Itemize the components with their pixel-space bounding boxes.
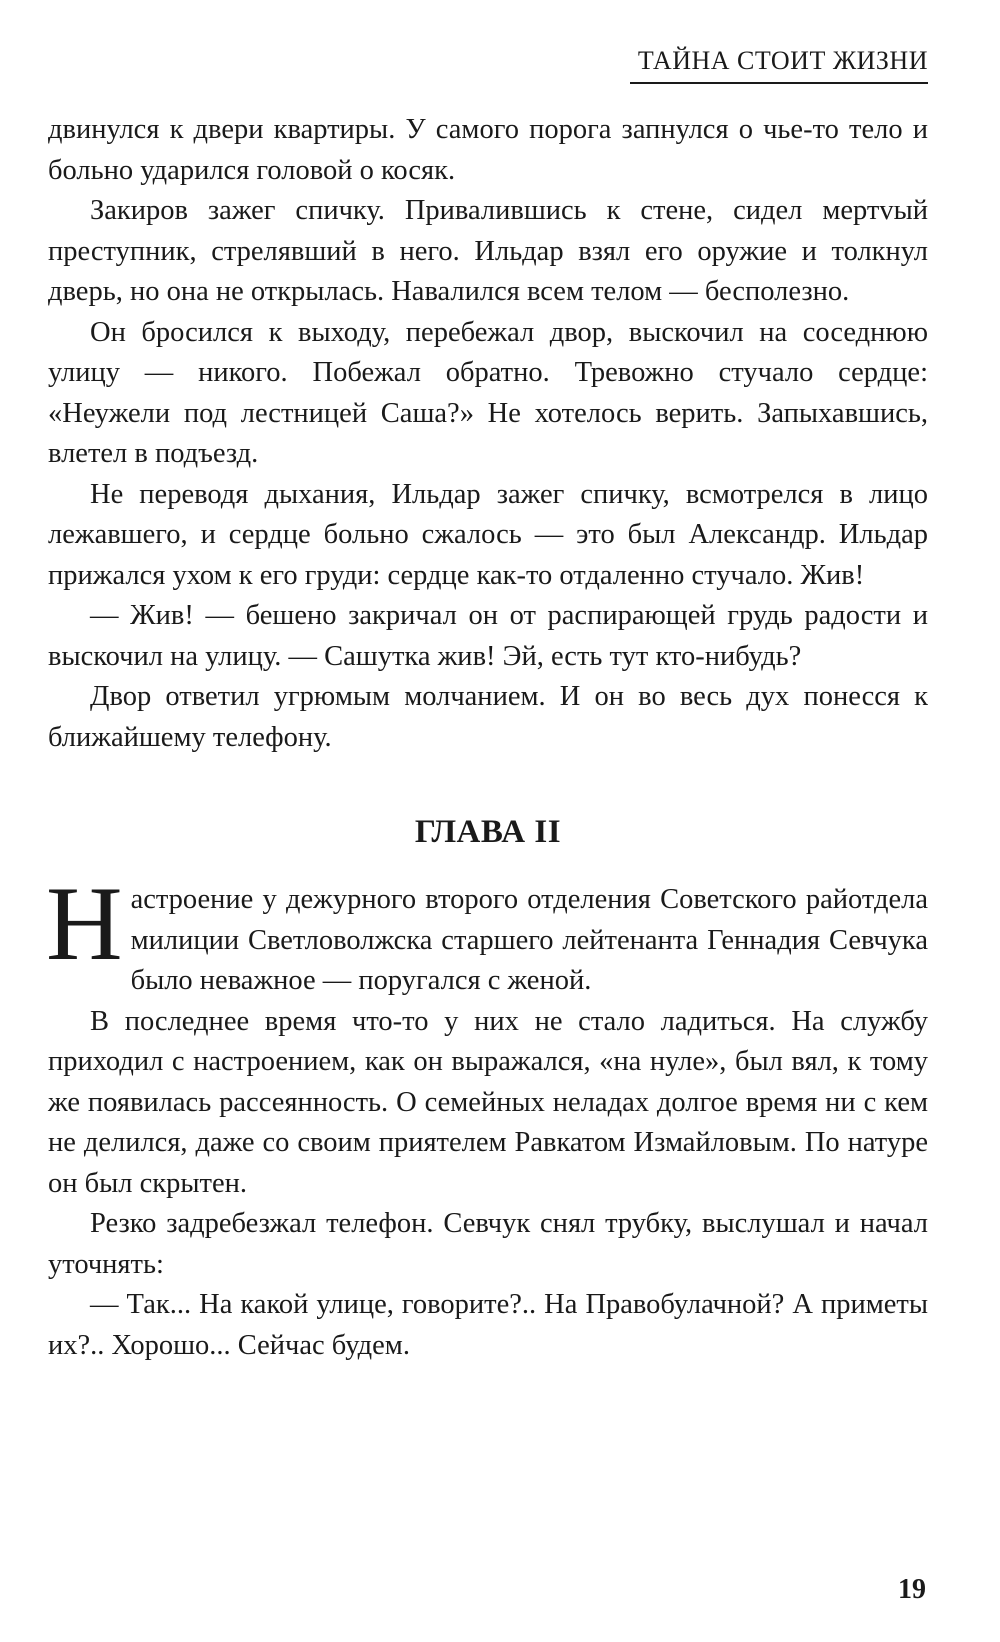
- paragraph-dialogue: — Жив! — бешено закричал он от распирающей грудь радости и выскочил на улицу. — Сашутка жив! Эй, есть тут кто-нибудь?: [48, 600, 928, 672]
- paragraph: Двор ответил угрюмым молчанием. И он во весь дух понесся к ближайшему телефону.: [48, 681, 928, 753]
- chapter-title: ГЛАВА II: [414, 814, 562, 850]
- paragraph: Он бросился к выходу, перебежал двор, выскочил на соседнюю улицу — никого. Побежал обратно. Тревожно стучало сердце: «Неужели под лестницей Саша?» Не хотелось верить. Запыхавшись, влетел в подъезд.: [48, 316, 928, 469]
- chapter-first-paragraph: [46, 865, 928, 1002]
- drop-cap-letter: Н: [46, 865, 123, 982]
- running-head-rule: [630, 82, 928, 84]
- paragraph-dialogue: — Так... На какой улице, говорите?.. На Правобулачной? А приметы их?.. Хорошо... Сейчас будем.: [48, 1289, 928, 1361]
- book-page: [48, 0, 928, 1642]
- chapter-first-paragraph-text: астроение у дежурного второго отделения Советского райотдела милиции Светловолжска старшего лейтенанта Геннадия Севчука было неважное — поругался с женой.: [130, 884, 928, 996]
- paragraph: Не переводя дыхания, Ильдар зажег спичку, всмотрелся в лицо лежавшего, и сердце больно сжалось — это был Александр. Ильдар прижался ухом к его груди: сердце как-то отдаленно стучало. Жив!: [48, 478, 928, 591]
- paragraph-continued: двинулся к двери квартиры. У самого порога запнулся о чье-то тело и больно ударился головой о косяк.: [48, 114, 928, 186]
- paragraph: Закиров зажег спичку. Привалившись к стене, сидел мертvый преступник, стрелявший в него. Ильдар взял его оружие и толкнул дверь, но она не открылась. Навалился всем телом — бесполезно.: [48, 195, 928, 307]
- paragraph: В последнее время что-то у них не стало ладиться. На службу приходил с настроением, как он выражался, «на нуле», был вял, к тому же появилась рассеянность. О семейных неладах долгое время ни с кем не делился, даже со своим приятелем Равкатом Измайловым. По натуре он был скрытен.: [48, 1005, 928, 1199]
- page-body: [48, 110, 928, 1366]
- paragraph: Резко задребезжал телефон. Севчук снял трубку, выслушал и начал уточнять:: [48, 1208, 928, 1280]
- page-number: 19: [898, 1574, 926, 1605]
- running-head: ТАЙНА СТОИТ ЖИЗНИ: [637, 46, 928, 75]
